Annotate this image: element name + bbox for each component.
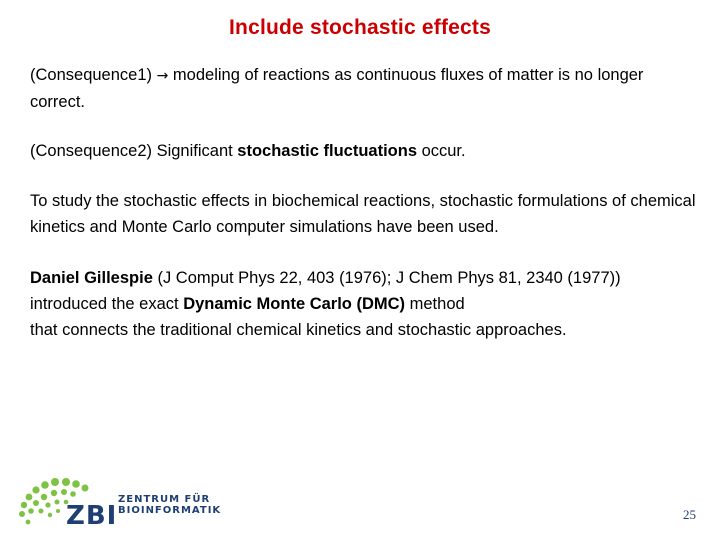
gillespie-line-3: that connects the traditional chemical kinetics and stochastic approaches. (30, 321, 567, 339)
consequence-1-prefix: (Consequence1) (30, 66, 152, 84)
right-arrow-icon: → (156, 68, 169, 84)
gillespie-paragraph (30, 265, 700, 343)
gillespie-line-2 (30, 291, 700, 317)
logo-abbreviation: ZBI (66, 501, 118, 531)
author-name: Daniel Gillespie (30, 269, 153, 287)
method-name: Dynamic Monte Carlo (DMC) (183, 295, 406, 313)
line2-prefix: introduced the exact (30, 295, 184, 313)
references: (J Comput Phys 22, 403 (1976); J Chem Phys 81, 2340 (1977)) (152, 269, 621, 287)
line2-suffix: method (405, 295, 465, 313)
consequence-1 (30, 62, 700, 115)
consequence-2-prefix: (Consequence2) Significant (30, 142, 238, 160)
page-number: 25 (683, 507, 696, 522)
logo-name (118, 494, 221, 516)
consequence-2-bold: stochastic fluctuations (237, 142, 417, 160)
consequence-1-text: modeling of reactions as continuous fluxes of matter is no longer correct. (30, 66, 644, 111)
consequence-2 (30, 138, 700, 164)
slide-title: Include stochastic effects (229, 16, 491, 39)
gillespie-line-1 (30, 265, 700, 291)
logo-name-line-1: ZENTRUM FÜR (118, 494, 211, 505)
stochastic-study-paragraph: To study the stochastic effects in biochemical reactions, stochastic formulations of chemical kinetics and Monte Carlo computer simulations have been used. (30, 192, 696, 236)
consequence-2-suffix: occur. (417, 142, 466, 160)
logo-name-line-2: BIOINFORMATIK (118, 505, 222, 516)
